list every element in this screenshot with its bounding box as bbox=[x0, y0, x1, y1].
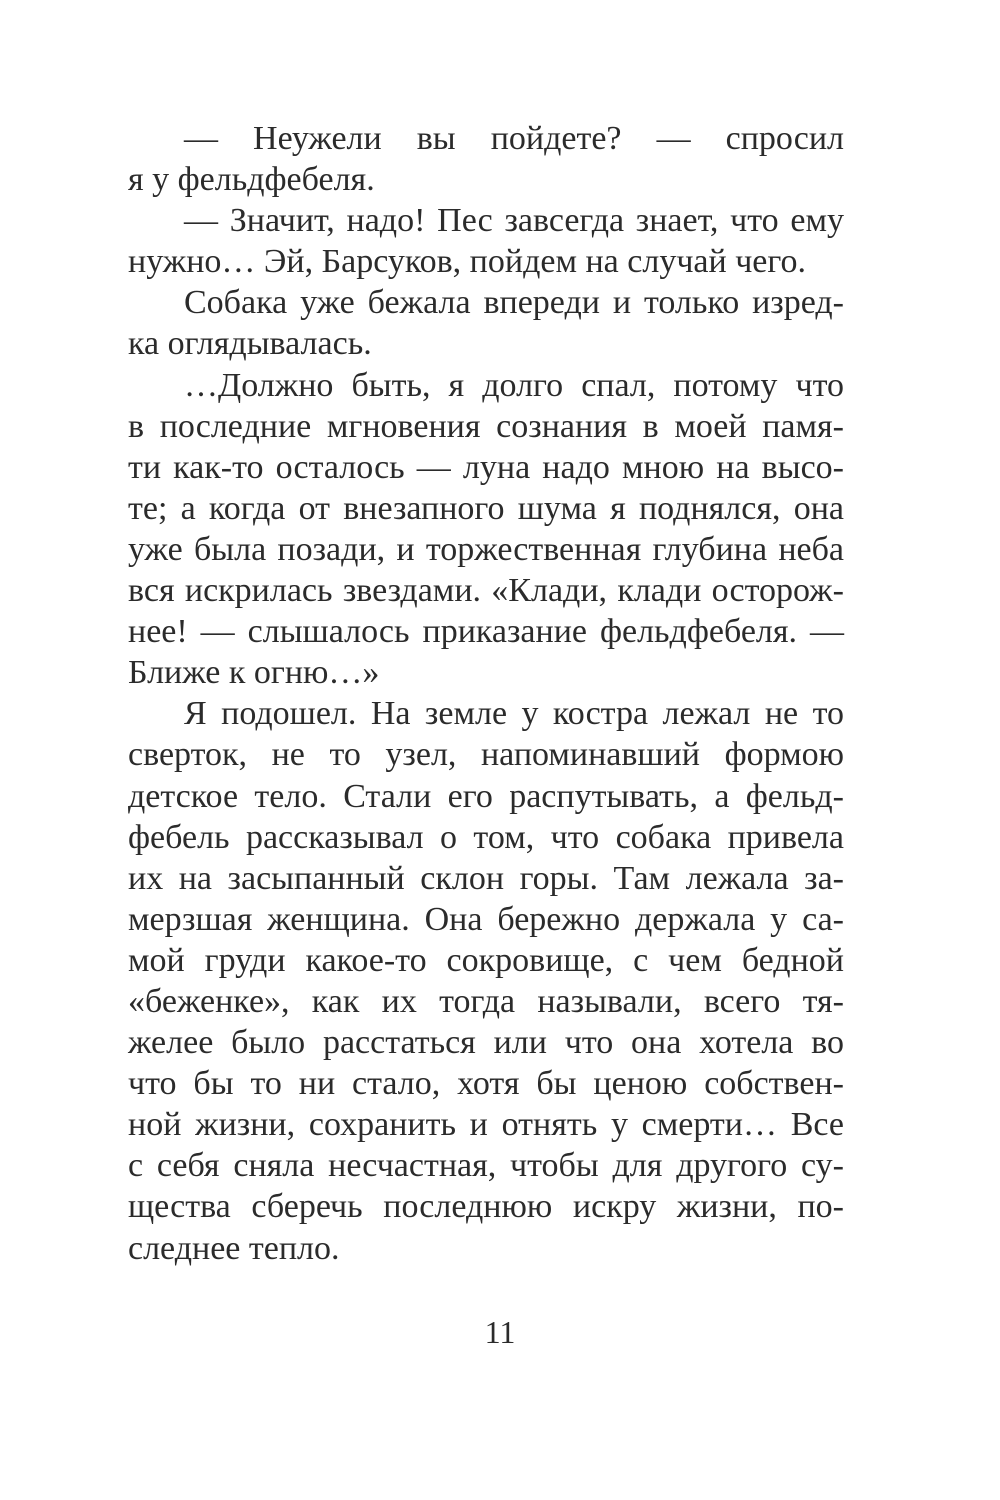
text-line: те; а когда от внезапного шума я поднялся, она bbox=[128, 489, 844, 527]
text-line: …Должно быть, я долго спал, потому что bbox=[184, 366, 844, 404]
text-line: вся искрилась звездами. «Клади, клади осторож- bbox=[128, 572, 844, 610]
text-line: детское тело. Стали его распутывать, а фельд- bbox=[128, 777, 844, 815]
text-line: — Значит, надо! Пес завсегда знает, что ему bbox=[184, 202, 844, 240]
text-line: нужно… Эй, Барсуков, пойдем на случай чего. bbox=[128, 243, 806, 281]
text-line: их на засыпанный склон горы. Там лежала за- bbox=[128, 859, 844, 897]
text-line: «беженке», как их тогда называли, всего тя- bbox=[128, 982, 844, 1020]
text-line: в последние мгновения сознания в моей памя- bbox=[128, 407, 844, 445]
text-line: Я подошел. На земле у костра лежал не то bbox=[184, 695, 844, 733]
text-line: желее было расстаться или что она хотела во bbox=[128, 1024, 844, 1062]
text-line: с себя сняла несчастная, чтобы для другого су- bbox=[128, 1147, 844, 1185]
text-line: фебель рассказывал о том, что собака привела bbox=[128, 818, 844, 856]
text-line: Собака уже бежала впереди и только изред- bbox=[184, 284, 844, 322]
text-line: мой груди какое-то сокровище, с чем бедной bbox=[128, 941, 844, 979]
text-line: ти как-то осталось — луна надо мною на высо- bbox=[128, 448, 844, 486]
text-line: уже была позади, и торжественная глубина неба bbox=[128, 530, 844, 568]
text-line: следнее тепло. bbox=[128, 1229, 340, 1267]
text-line: — Неужели вы пойдете? — спросил bbox=[184, 120, 844, 157]
body-text bbox=[128, 118, 844, 1269]
text-line: Ближе к огню…» bbox=[128, 654, 380, 692]
text-line: щества сберечь последнюю искру жизни, по- bbox=[128, 1188, 844, 1226]
text-line: мерзшая женщина. Она бережно держала у са- bbox=[128, 900, 844, 938]
page-number: 11 bbox=[484, 1314, 516, 1350]
text-line: я у фельдфебеля. bbox=[128, 161, 375, 199]
text-line: ной жизни, сохранить и отнять у смерти… Все bbox=[128, 1106, 844, 1144]
text-line: что бы то ни стало, хотя бы ценою собствен- bbox=[128, 1065, 844, 1103]
text-line: нее! — слышалось приказание фельдфебеля. — bbox=[128, 613, 844, 651]
text-line: ка оглядывалась. bbox=[128, 325, 372, 363]
text-line: сверток, не то узел, напоминавший формою bbox=[128, 736, 844, 774]
